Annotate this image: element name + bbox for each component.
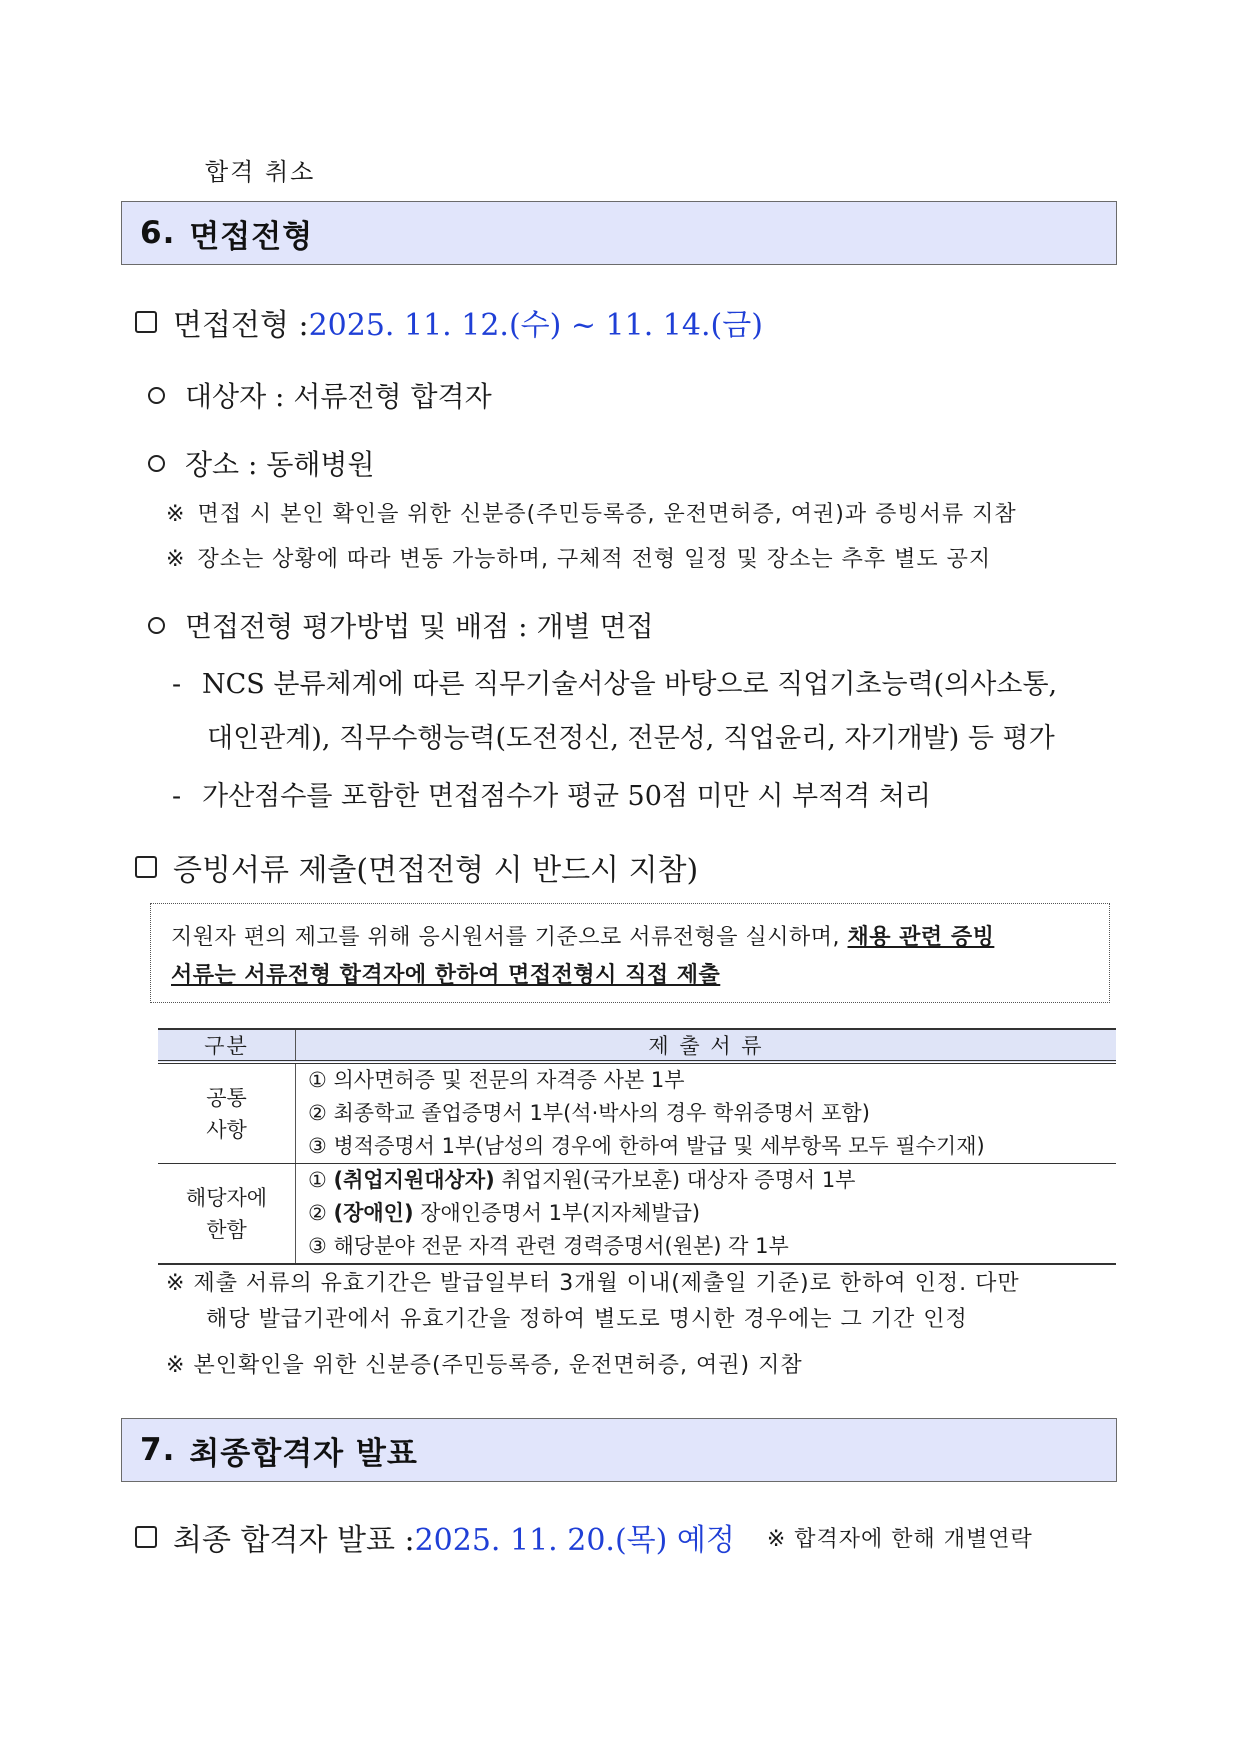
document-item <box>308 1197 1116 1230</box>
checkbox-square-icon <box>135 1526 157 1548</box>
method-item-1-line2: 대인관계), 직무수행능력(도전정신, 전문성, 직업윤리, 자기개발) 등 평가 <box>207 723 1055 754</box>
item-bold: (장애인) <box>333 1201 414 1225</box>
dash-mark: - <box>172 781 182 812</box>
interview-label: 면접전형 : <box>173 308 309 343</box>
item-number: ② <box>308 1201 327 1225</box>
place-text: 장소 : 동해병원 <box>185 448 375 481</box>
item-number: ① <box>308 1068 327 1092</box>
place-line <box>148 443 375 483</box>
category-line: 공통 <box>206 1085 247 1110</box>
item-text: 의사면허증 및 전문의 자격증 사본 1부 <box>333 1068 685 1092</box>
checkbox-square-icon <box>135 856 157 878</box>
table-note-1-line2: 해당 발급기관에서 유효기간을 정하여 별도로 명시한 경우에는 그 기간 인정 <box>206 1307 968 1332</box>
interview-date: 2025. 11. 12.(수) ~ 11. 14.(금) <box>308 308 763 343</box>
item-text: 장애인증명서 1부(지자체발급) <box>420 1201 701 1225</box>
document-item <box>308 1064 1116 1097</box>
table-note-1-line1: 제출 서류의 유효기간은 발급일부터 3개월 이내(제출일 기준)로 한하여 인정. 다만 <box>193 1271 1020 1296</box>
category-line: 해당자에 <box>185 1185 268 1210</box>
section-7-title: 최종합격자 발표 <box>189 1435 418 1472</box>
item-text: 최종학교 졸업증명서 1부(석·박사의 경우 학위증명서 포함) <box>333 1101 870 1125</box>
method-item-1 <box>172 662 1057 701</box>
table-row <box>158 1164 1116 1265</box>
item-text: 병적증명서 1부(남성의 경우에 한하여 발급 및 세부항목 모두 필수기재) <box>333 1134 985 1158</box>
document-item <box>308 1230 1116 1263</box>
table-note-2-text: 본인확인을 위한 신분증(주민등록증, 운전면허증, 여권) 지참 <box>193 1353 803 1378</box>
category-cell <box>158 1062 296 1164</box>
category-line: 한함 <box>206 1217 247 1242</box>
note-mark: ※ <box>166 1353 186 1378</box>
checkbox-square-icon <box>135 311 157 333</box>
document-item <box>308 1130 1116 1163</box>
place-note-text: 면접 시 본인 확인을 위한 신분증(주민등록증, 운전면허증, 여권)과 증빙서류 지참 <box>197 502 1017 527</box>
announce-note: ※ 합격자에 한해 개별연락 <box>766 1526 1033 1552</box>
table-row <box>158 1062 1116 1164</box>
method-item-2 <box>172 774 931 813</box>
announce-label: 최종 합격자 발표 : <box>173 1523 415 1558</box>
table-header-row <box>158 1029 1116 1062</box>
item-text: 취업지원(국가보훈) 대상자 증명서 1부 <box>501 1168 856 1192</box>
category-cell <box>158 1164 296 1265</box>
item-number: ③ <box>308 1134 327 1158</box>
section-7-number: 7. <box>140 1432 176 1468</box>
circle-bullet-icon <box>148 387 165 404</box>
note-mark: ※ <box>166 547 186 572</box>
item-bold: (취업지원대상자) <box>333 1168 495 1192</box>
place-note-2 <box>166 542 991 573</box>
target-line <box>148 375 492 415</box>
dash-mark: - <box>172 669 182 700</box>
table-note-1 <box>166 1266 1020 1338</box>
section-6-header <box>121 201 1117 265</box>
note-mark: ※ <box>166 1271 186 1296</box>
docs-heading-text: 증빙서류 제출(면접전형 시 반드시 지참) <box>173 853 699 888</box>
item-text: 해당분야 전문 자격 관련 경력증명서(원본) 각 1부 <box>333 1234 789 1258</box>
table-note-2 <box>166 1348 803 1384</box>
notice-plain: 지원자 편의 제고를 위해 응시원서를 기준으로 서류전형을 실시하며, <box>171 925 848 950</box>
announce-date: 2025. 11. 20.(목) 예정 <box>414 1523 735 1558</box>
final-announcement <box>135 1515 1033 1559</box>
notice-bold-1: 채용 관련 증빙 <box>847 925 995 950</box>
place-note-text: 장소는 상황에 따라 변동 가능하며, 구체적 전형 일정 및 장소는 추후 별도 공지 <box>197 547 992 572</box>
documents-cell <box>296 1062 1117 1164</box>
category-line: 사항 <box>206 1117 247 1142</box>
note-mark: ※ <box>166 502 186 527</box>
section-6-title: 면접전형 <box>189 218 314 255</box>
method-item-1-line1: NCS 분류체계에 따른 직무기술서상을 바탕으로 직업기초능력(의사소통, <box>202 669 1058 700</box>
method-text: 면접전형 평가방법 및 배점 : 개별 면접 <box>185 610 654 643</box>
document-item <box>308 1097 1116 1130</box>
section-7-header <box>121 1418 1117 1482</box>
document-item <box>308 1164 1116 1197</box>
item-number: ② <box>308 1101 327 1125</box>
notice-bold-2: 서류는 서류전형 합격자에 한하여 면접전형시 직접 제출 <box>171 963 721 988</box>
documents-cell <box>296 1164 1117 1265</box>
interview-schedule <box>135 300 763 344</box>
header-category: 구분 <box>158 1029 296 1062</box>
method-item-1-cont <box>207 716 1055 755</box>
circle-bullet-icon <box>148 617 165 634</box>
section-6-number: 6. <box>140 215 176 251</box>
item-number: ③ <box>308 1234 327 1258</box>
item-number: ① <box>308 1168 327 1192</box>
method-line <box>148 605 654 645</box>
notice-box <box>150 903 1110 1003</box>
documents-table <box>158 1028 1116 1265</box>
header-documents: 제 출 서 류 <box>296 1029 1117 1062</box>
method-item-2-line1: 가산점수를 포함한 면접점수가 평균 50점 미만 시 부적격 처리 <box>202 781 931 812</box>
carry-over-text: 합격 취소 <box>205 158 316 186</box>
circle-bullet-icon <box>148 455 165 472</box>
target-text: 대상자 : 서류전형 합격자 <box>185 380 492 413</box>
docs-heading <box>135 845 698 889</box>
place-note-1 <box>166 497 1017 528</box>
